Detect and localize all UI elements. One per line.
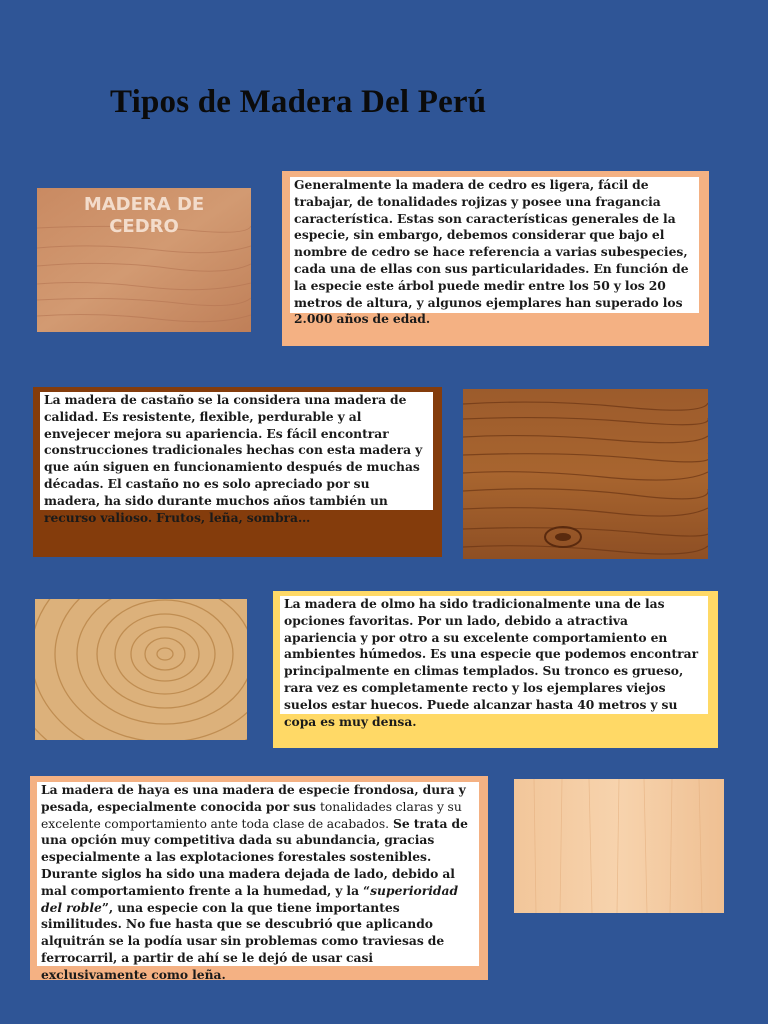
page-title: Tipos de Madera Del Perú: [110, 84, 487, 120]
castano-wood-image: [463, 389, 708, 559]
haya-text-part4: ”, una especie con la que tiene importantes similitudes. No fue hasta que se descubrió que aplicando alquitrán se la podía usar sin problemas como traviesas de ferrocarril, a partir de ahí se le dejó de usar casi exclusivamente como leña.: [41, 899, 445, 982]
cedro-image-label-line1: MADERA DE: [83, 194, 205, 215]
haya-text-italic: superioridad del roble: [41, 882, 459, 915]
haya-text-part1: La madera de haya es una madera de especie frondosa, dura y pesada, especialmente conocida por sus: [41, 782, 466, 814]
haya-text-part2: tonalidades claras y su excelente comportamiento ante toda clase de acabados.: [41, 799, 462, 831]
castano-description: La madera de castaño se la considera una madera de calidad. Es resistente, flexible, perdurable y al envejecer mejora su apariencia. Es fácil encontrar construcciones tradicionales hechas con esta madera y que aún siguen en funcionamiento después de muchas décadas. El castaño no es solo apreciado por su madera, ha sido durante muchos años también un recurso valioso. Frutos, leña, sombra…: [40, 392, 433, 510]
haya-description: [37, 782, 479, 982]
cedro-description: Generalmente la madera de cedro es ligera, fácil de trabajar, de tonalidades rojizas y posee una fragancia característica. Estas son características generales de la especie, sin embargo, debemos considerar que bajo el nombre de cedro se hace referencia a varias subespecies, cada una de ellas con sus particularidades. En función de la especie este árbol puede medir entre los 50 y los 20 metros de altura, y algunos ejemplares han superado los 2.000 años de edad.: [290, 177, 699, 313]
cedro-image-label-line2: CEDRO: [109, 216, 179, 237]
olmo-description: La madera de olmo ha sido tradicionalmente una de las opciones favoritas. Por un lado, debido a atractiva apariencia y por otro a su excelente comportamiento en ambientes húmedos. Es una especie que podemos encontrar principalmente en climas templados. Su tronco es grueso, rara vez es completamente recto y los ejemplares viejos suelos estar huecos. Puede alcanzar hasta 40 metros y su copa es muy densa.: [280, 596, 708, 714]
cedro-wood-image: [37, 188, 251, 332]
haya-text-part3: Se trata de una opción muy competitiva dada su abundancia, gracias especialmente a las explotaciones forestales sostenibles. Durante siglos ha sido una madera dejada de lado, debido al mal comportamiento frente a la humedad, y la “: [41, 815, 468, 898]
haya-wood-image: [514, 779, 724, 913]
olmo-wood-image: [35, 599, 247, 740]
